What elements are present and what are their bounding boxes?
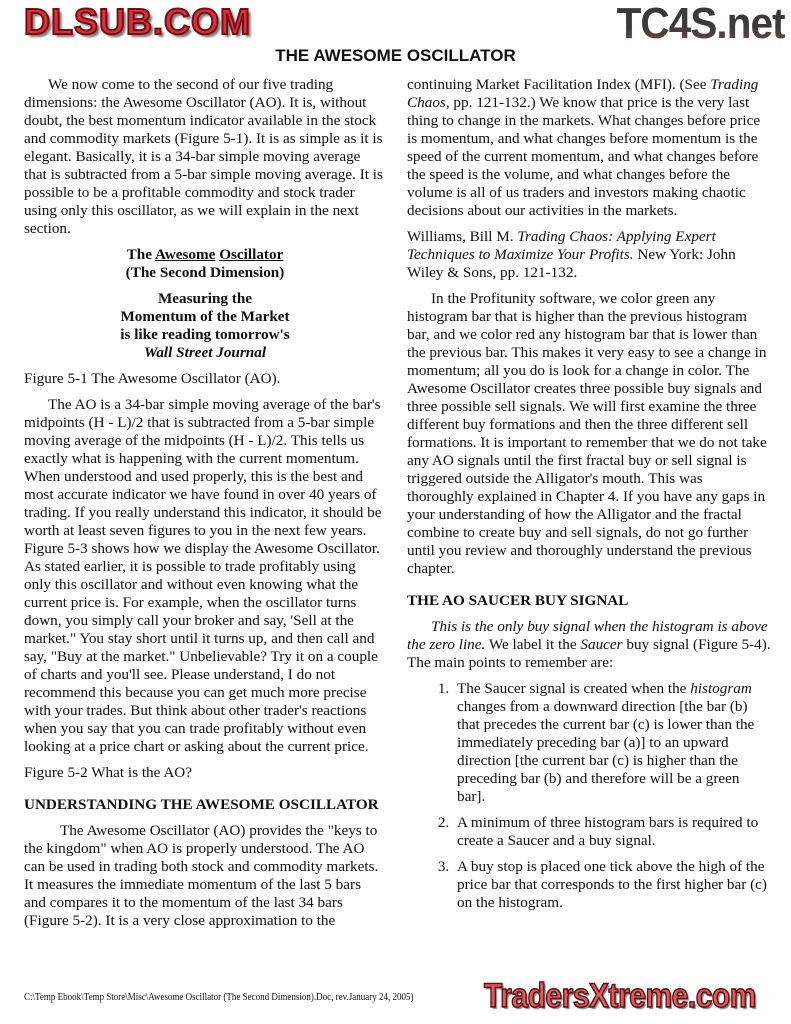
text-run: Trading Chaos,: [407, 76, 759, 111]
list-item: [453, 814, 771, 850]
text-run: We label it the: [485, 636, 581, 653]
text-run: (The Second Dimension): [125, 264, 285, 281]
text-run: Awesome: [154, 246, 216, 263]
paragraph: [407, 228, 771, 282]
text-run: changes from a downward direction [the bar (b) that precedes the current bar (c) is lower than the immediately preceding bar (a)] to an upward direction [the current bar (c) is higher than the preceding bar (b) and therefore will be a green bar].: [457, 698, 755, 805]
saucer-points-list: [407, 680, 771, 912]
dlsub-watermark: DLSUB.COM: [24, 1, 251, 42]
paragraph: [407, 76, 771, 220]
paragraph: [24, 764, 386, 782]
text-run: New York: John Wiley & Sons, pp. 121-132.: [407, 246, 736, 281]
tc4s-logo: TC4S.net: [616, 0, 785, 48]
text-run: Wall Street Journal: [143, 344, 267, 361]
paragraph: [24, 396, 386, 756]
text-run: histogram: [690, 680, 752, 697]
text-run: Saucer: [580, 636, 623, 653]
text-run: The: [126, 246, 155, 263]
left-column: [24, 76, 386, 938]
paragraph: [24, 370, 386, 388]
text-run: The Saucer signal is created when the: [457, 680, 691, 697]
text-run: THE AO SAUCER BUY SIGNAL: [407, 592, 629, 609]
text-run: buy signal (Figure 5-4). The main points to remember are:: [407, 636, 771, 671]
text-run: This is the only buy signal when the histogram is above the zero line.: [407, 618, 768, 653]
page-title: THE AWESOME OSCILLATOR: [275, 46, 516, 65]
paragraph: [407, 290, 771, 578]
text-run: The AO is a 34-bar simple moving average of the bar's midpoints (H - L)/2 that is subtracted from a 5-bar simple moving average of the midpoints (H - L)/2. This tells us exactly what is happening with the current momentum. When understood and used properly, this is the best and most accurate indicator we have found in over 40 years of trading. If you really understand this indicator, it should be worth at least seven figures to you in the next few years. Figure 5-3 shows how we display the Awesome Oscillator. As stated earlier, it is possible to trade profitably using only this oscillator and without even knowing what the current price is. For example, when the oscillator turns down, you simply call your broker and say, 'Sell at the market." You stay short until it turns up, and then call and say, "Buy at the market." Unbelievable? Try it on a couple of charts and you'll see. Please understand, I do not recommend this because you can get much more precise with your trades. But think about other trader's reactions when you say that you can trade profitably without even looking at a price chart or asking about the current price.: [24, 396, 382, 755]
text-run: The Awesome Oscillator (AO) provides the "keys to the kingdom" when AO is properly understood. The AO can be used in trading both stock and commodity markets. It measures the immediate momentum of the last 5 bars and compares it to the momentum of the last 34 bars (Figure 5-2). It is a very close approximation to the: [24, 822, 379, 929]
text-run: We now come to the second of our five trading dimensions: the Awesome Oscillator (AO). It is, without doubt, the best momentum indicator available in the stock and commodity markets (Figure 5-1). It is as simple as it is elegant. Basically, it is a 34-bar simple moving average that is subtracted from a 5-bar simple moving average. It is possible to be a profitable commodity and stock trader using only this oscillator, as we will explain in the next section.: [24, 76, 383, 237]
paragraph: [24, 76, 386, 238]
text-run: UNDERSTANDING THE AWESOME OSCILLATOR: [24, 796, 379, 813]
text-run: In the Profitunity software, we color green any histogram bar that is higher than the previous histogram bar, and we color red any histogram bar that is lower than the previous bar. This makes it very easy to see a change in momentum; all you do is look for a change in color. The Awesome Oscillator creates three possible buy signals and three possible sell signals. We will first examine the three different buy formations and then the three different sell formations. It is important to remember that we do not take any AO signals until the first fractal buy or sell signal is triggered outside the Alligator's mouth. This was thoroughly explained in Chapter 4. If you have any gaps in your understanding of how the Alligator and the fractal combine to create buy and sell signals, do not go further until you review and thoroughly understand the previous chapter.: [407, 290, 767, 577]
tradersxtreme-logo: TradersXtreme.com: [484, 977, 756, 1015]
paragraph: [24, 246, 386, 282]
text-run: continuing Market Facilitation Index (MFI). (See: [407, 76, 711, 93]
paragraph: [24, 822, 386, 930]
list-item: [453, 680, 771, 806]
text-run: Momentum of the Market: [120, 308, 290, 325]
text-run: A buy stop is placed one tick above the high of the price bar that corresponds to the first higher bar (c) on the histogram.: [457, 858, 767, 911]
text-run: pp. 121-132.) We know that price is the very last thing to change in the markets. What changes before price is momentum, and what changes before momentum is the speed of the current momentum, and what changes before the speed is the volume, and what changes before the volume is all of us traders and investors making chaotic decisions about our activities in the markets.: [407, 94, 761, 219]
text-run: Oscillator: [219, 246, 284, 263]
text-run: Measuring the: [157, 290, 253, 307]
right-column: [407, 76, 771, 920]
section-heading: [407, 592, 771, 610]
file-path-footer: C:\Temp Ebook\Temp Store\Misc\Awesome Oscillator (The Second Dimension).Doc, rev.January 24, 2005): [24, 992, 414, 1003]
text-run: Figure 5-2 What is the AO?: [24, 764, 193, 781]
text-run: Figure 5-1 The Awesome Oscillator (AO).: [24, 370, 281, 387]
list-item: [453, 858, 771, 912]
text-run: A minimum of three histogram bars is required to create a Saucer and a buy signal.: [457, 814, 759, 849]
section-heading: [24, 796, 386, 814]
text-run: Trading Chaos: Applying Expert Techniques to Maximize Your Profits.: [407, 228, 716, 263]
text-run: is like reading tomorrow's: [120, 326, 290, 343]
paragraph: [407, 618, 771, 672]
paragraph: [24, 290, 386, 362]
text-run: Williams, Bill M.: [407, 228, 518, 245]
